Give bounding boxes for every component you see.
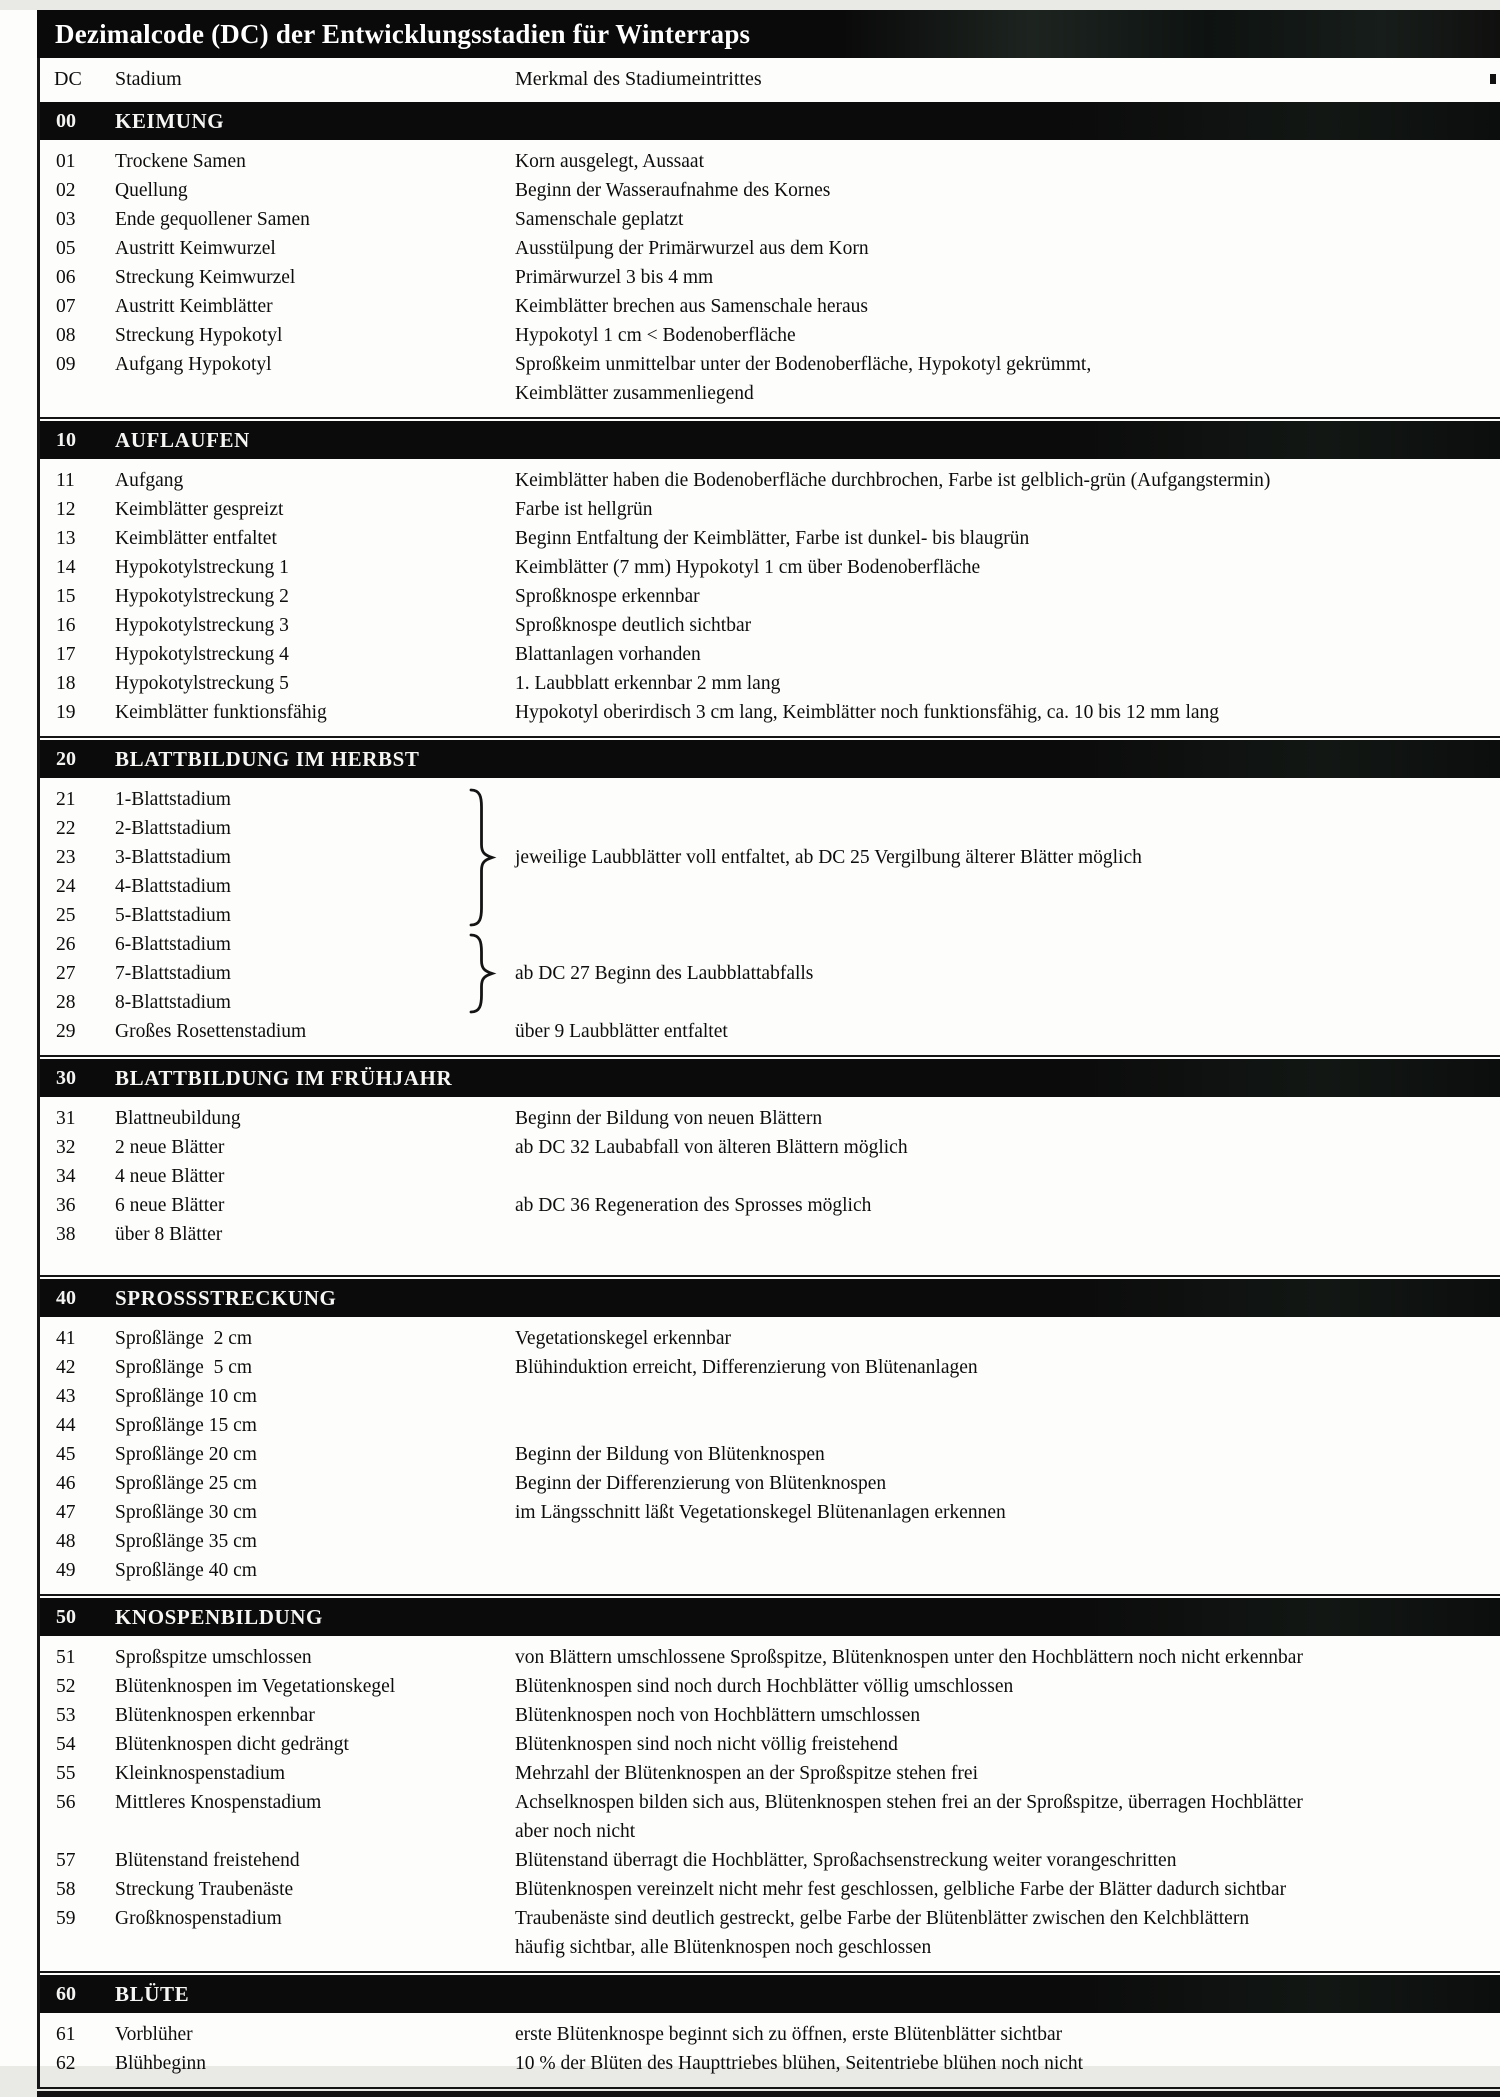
scanned-document-page (0, 10, 1500, 2074)
row-stadium: 4-Blattstadium (115, 876, 231, 897)
row-dc: 28 (56, 992, 76, 1013)
row-stadium: 4 neue Blätter (115, 1166, 225, 1187)
row-dc: 56 (56, 1792, 76, 1813)
row-merkmal (515, 1440, 1500, 1469)
merkmal-line: Beginn der Bildung von neuen Blättern (515, 1108, 823, 1129)
merkmal-line: Sproßknospe deutlich sichtbar (515, 615, 752, 636)
row-merkmal (515, 147, 1500, 176)
row-merkmal (515, 1469, 1500, 1498)
row-merkmal (515, 1191, 1500, 1220)
row-stadium: Blattneubildung (115, 1108, 241, 1129)
table-body (40, 102, 1500, 2089)
table-row (40, 1904, 1500, 1962)
section-header-60 (40, 1975, 1500, 2013)
merkmal-line: Keimblätter (7 mm) Hypokotyl 1 cm über Bodenoberfläche (515, 557, 981, 578)
merkmal-line: ab DC 36 Regeneration des Sprosses möglich (515, 1195, 872, 1216)
row-stadium: Blütenstand freistehend (115, 1850, 300, 1871)
row-merkmal (515, 495, 1500, 524)
merkmal-line: erste Blütenknospe beginnt sich zu öffnen, erste Blütenblätter sichtbar (515, 2024, 1063, 2045)
row-merkmal (515, 205, 1500, 234)
table-row (40, 263, 1500, 292)
table-row (40, 640, 1500, 669)
row-dc: 18 (56, 673, 76, 694)
row-stadium: Sproßlänge 30 cm (115, 1502, 257, 1523)
section-code: 60 (56, 1982, 76, 2005)
table-row (40, 901, 1500, 930)
row-merkmal (515, 1324, 1500, 1353)
row-stadium: über 8 Blätter (115, 1224, 223, 1245)
row-stadium: 2-Blattstadium (115, 818, 231, 839)
row-merkmal (515, 1759, 1500, 1788)
group-merkmal: ab DC 27 Beginn des Laubblattabfalls (515, 963, 814, 984)
row-dc: 53 (56, 1705, 76, 1726)
merkmal-line: Mehrzahl der Blütenknospen an der Sproßspitze stehen frei (515, 1763, 978, 1784)
row-dc: 47 (56, 1502, 76, 1523)
merkmal-line: Hypokotyl 1 cm < Bodenoberfläche (515, 325, 796, 346)
merkmal-line: 10 % der Blüten des Haupttriebes blühen, Seitentriebe blühen noch nicht (515, 2053, 1084, 2074)
section-header-00 (40, 102, 1500, 140)
row-dc: 48 (56, 1531, 76, 1552)
table-row (40, 814, 1500, 843)
column-header-stadium: Stadium (115, 67, 182, 90)
section-title: KNOSPENBILDUNG (115, 1604, 323, 1629)
merkmal-line: Keimblätter zusammenliegend (515, 383, 754, 404)
table-row (40, 582, 1500, 611)
row-merkmal (515, 350, 1500, 408)
column-header-dc: DC (54, 67, 82, 90)
section-title: SPROSSSTRECKUNG (115, 1285, 337, 1310)
row-merkmal (515, 263, 1500, 292)
table-row (40, 321, 1500, 350)
row-dc: 11 (56, 470, 75, 491)
table-row (40, 176, 1500, 205)
merkmal-line: Primärwurzel 3 bis 4 mm (515, 267, 714, 288)
row-dc: 52 (56, 1676, 76, 1697)
merkmal-line: Achselknospen bilden sich aus, Blütenknospen stehen frei an der Sproßspitze, überragen Hochblätter (515, 1792, 1303, 1813)
row-stadium: Sproßlänge 2 cm (115, 1328, 253, 1349)
row-stadium: Hypokotylstreckung 5 (115, 673, 289, 694)
row-dc: 46 (56, 1473, 76, 1494)
row-stadium: Hypokotylstreckung 2 (115, 586, 289, 607)
row-dc: 43 (56, 1386, 76, 1407)
row-merkmal (515, 1788, 1500, 1846)
row-stadium: Großknospenstadium (115, 1908, 282, 1929)
table-row (40, 350, 1500, 408)
merkmal-line: Blattanlagen vorhanden (515, 644, 701, 665)
merkmal-line: Blütenknospen sind noch nicht völlig freistehend (515, 1734, 898, 1755)
section-rows-30 (40, 1097, 1500, 1277)
row-stadium: Keimblätter entfaltet (115, 528, 277, 549)
table-row (40, 1556, 1500, 1585)
merkmal-line: Hypokotyl oberirdisch 3 cm lang, Keimblätter noch funktionsfähig, ca. 10 bis 12 mm lang (515, 702, 1220, 723)
table-row (40, 785, 1500, 814)
scan-edge-mark (1490, 74, 1496, 84)
table-row (40, 1017, 1500, 1046)
table-row (40, 930, 1500, 959)
section-rows-40 (40, 1317, 1500, 1596)
row-dc: 44 (56, 1415, 76, 1436)
row-stadium: Blütenknospen erkennbar (115, 1705, 315, 1726)
table-row (40, 1527, 1500, 1556)
row-stadium: 5-Blattstadium (115, 905, 231, 926)
row-dc: 05 (56, 238, 76, 259)
table-row (40, 1759, 1500, 1788)
table-row (40, 2049, 1500, 2078)
row-merkmal (515, 234, 1500, 263)
table-row (40, 1382, 1500, 1411)
row-merkmal (515, 1701, 1500, 1730)
row-dc: 13 (56, 528, 76, 549)
row-stadium: Sproßlänge 25 cm (115, 1473, 257, 1494)
merkmal-line: Farbe ist hellgrün (515, 499, 653, 520)
table-row (40, 1672, 1500, 1701)
row-dc: 23 (56, 847, 76, 868)
row-merkmal (515, 292, 1500, 321)
section-title: KEIMUNG (115, 108, 225, 133)
row-stadium: Aufgang (115, 470, 184, 491)
column-header-merkmal: Merkmal des Stadiumeintrittes (515, 67, 762, 90)
table-row (40, 669, 1500, 698)
row-dc: 59 (56, 1908, 76, 1929)
row-stadium: Streckung Hypokotyl (115, 325, 283, 346)
row-dc: 22 (56, 818, 76, 839)
row-dc: 12 (56, 499, 76, 520)
table-row (40, 1191, 1500, 1220)
row-stadium: Sproßlänge 20 cm (115, 1444, 257, 1465)
section-code: 20 (56, 747, 76, 770)
row-dc: 03 (56, 209, 76, 230)
merkmal-line: Sproßknospe erkennbar (515, 586, 700, 607)
row-merkmal (515, 1104, 1500, 1133)
brace-icon (467, 933, 497, 1019)
merkmal-line: häufig sichtbar, alle Blütenknospen noch geschlossen (515, 1937, 932, 1958)
section-rows-00 (40, 140, 1500, 419)
row-stadium: Sproßlänge 15 cm (115, 1415, 257, 1436)
row-stadium: Hypokotylstreckung 4 (115, 644, 289, 665)
table-row (40, 1324, 1500, 1353)
row-merkmal (515, 524, 1500, 553)
row-stadium: Blütenknospen im Vegetationskegel (115, 1676, 396, 1697)
row-dc: 14 (56, 557, 76, 578)
merkmal-line: Beginn der Bildung von Blütenknospen (515, 1444, 825, 1465)
merkmal-line: 1. Laubblatt erkennbar 2 mm lang (515, 673, 781, 694)
row-merkmal (515, 1353, 1500, 1382)
row-dc: 26 (56, 934, 76, 955)
merkmal-line: Samenschale geplatzt (515, 209, 684, 230)
row-merkmal (515, 2049, 1500, 2078)
section-header-10 (40, 421, 1500, 459)
table-row (40, 234, 1500, 263)
row-stadium: Blühbeginn (115, 2053, 206, 2074)
table-row (40, 1701, 1500, 1730)
table-row (40, 1846, 1500, 1875)
table-row (40, 1411, 1500, 1440)
row-stadium: Mittleres Knospenstadium (115, 1792, 322, 1813)
row-dc: 29 (56, 1021, 76, 1042)
table-row (40, 1353, 1500, 1382)
row-stadium: Kleinknospenstadium (115, 1763, 286, 1784)
row-dc: 08 (56, 325, 76, 346)
row-dc: 38 (56, 1224, 76, 1245)
row-stadium: Sproßlänge 10 cm (115, 1386, 257, 1407)
row-dc: 41 (56, 1328, 76, 1349)
table-header-row (40, 58, 1500, 100)
row-dc: 49 (56, 1560, 76, 1581)
row-dc: 31 (56, 1108, 76, 1129)
row-dc: 58 (56, 1879, 76, 1900)
row-dc: 01 (56, 151, 76, 172)
row-stadium: Vorblüher (115, 2024, 193, 2045)
row-dc: 55 (56, 1763, 76, 1784)
merkmal-line: aber noch nicht (515, 1821, 636, 1842)
table-row (40, 292, 1500, 321)
row-merkmal (515, 2020, 1500, 2049)
row-dc: 16 (56, 615, 76, 636)
merkmal-line: Ausstülpung der Primärwurzel aus dem Korn (515, 238, 869, 259)
row-dc: 21 (56, 789, 76, 810)
merkmal-line: Blütenknospen sind noch durch Hochblätter völlig umschlossen (515, 1676, 1014, 1697)
row-stadium: Hypokotylstreckung 1 (115, 557, 289, 578)
section-header-40 (40, 1279, 1500, 1317)
merkmal-line: Blütenknospen noch von Hochblättern umschlossen (515, 1705, 921, 1726)
section-code: 50 (56, 1605, 76, 1628)
row-stadium: Sproßspitze umschlossen (115, 1647, 312, 1668)
row-merkmal (515, 1846, 1500, 1875)
merkmal-line: Blühinduktion erreicht, Differenzierung von Blütenanlagen (515, 1357, 978, 1378)
row-dc: 45 (56, 1444, 76, 1465)
row-merkmal (515, 1133, 1500, 1162)
table-row (40, 553, 1500, 582)
row-dc: 06 (56, 267, 76, 288)
development-stages-table (37, 58, 1500, 2089)
table-row (40, 1875, 1500, 1904)
merkmal-line: Keimblätter brechen aus Samenschale heraus (515, 296, 869, 317)
row-stadium: Sproßlänge 35 cm (115, 1531, 257, 1552)
row-dc: 15 (56, 586, 76, 607)
table-row (40, 495, 1500, 524)
row-merkmal (515, 1730, 1500, 1759)
section-header-20 (40, 740, 1500, 778)
row-stadium: Ende gequollener Samen (115, 209, 310, 230)
row-merkmal (515, 669, 1500, 698)
table-row (40, 1469, 1500, 1498)
merkmal-line: von Blättern umschlossene Sproßspitze, Blütenknospen unter den Hochblättern noch nicht erkennbar (515, 1647, 1303, 1668)
section-code: 10 (56, 428, 76, 451)
merkmal-line: über 9 Laubblätter entfaltet (515, 1021, 728, 1042)
row-merkmal (515, 640, 1500, 669)
merkmal-line: Korn ausgelegt, Aussaat (515, 151, 705, 172)
row-merkmal (515, 1643, 1500, 1672)
table-row (40, 1643, 1500, 1672)
table-row (40, 1104, 1500, 1133)
row-dc: 54 (56, 1734, 76, 1755)
row-stadium: Austritt Keimblätter (115, 296, 273, 317)
row-merkmal (515, 611, 1500, 640)
group-merkmal: jeweilige Laubblätter voll entfaltet, ab DC 25 Vergilbung älterer Blätter möglich (515, 847, 1142, 868)
row-dc: 62 (56, 2053, 76, 2074)
section-rows-20 (40, 778, 1500, 1057)
row-dc: 32 (56, 1137, 76, 1158)
row-merkmal (515, 582, 1500, 611)
row-stadium: 3-Blattstadium (115, 847, 231, 868)
merkmal-line: ab DC 32 Laubabfall von älteren Blättern möglich (515, 1137, 908, 1158)
row-dc: 36 (56, 1195, 76, 1216)
row-merkmal (515, 1672, 1500, 1701)
brace-icon (467, 788, 497, 932)
row-stadium: 8-Blattstadium (115, 992, 231, 1013)
row-stadium: 6-Blattstadium (115, 934, 231, 955)
row-dc: 42 (56, 1357, 76, 1378)
table-row (40, 466, 1500, 495)
table-row (40, 1133, 1500, 1162)
row-merkmal (515, 321, 1500, 350)
row-stadium: Keimblätter gespreizt (115, 499, 284, 520)
row-stadium: Großes Rosettenstadium (115, 1021, 307, 1042)
row-stadium: Streckung Traubenäste (115, 1879, 294, 1900)
row-merkmal (515, 1904, 1500, 1962)
row-merkmal (515, 1875, 1500, 1904)
bottom-rule (37, 2091, 1500, 2097)
section-title: BLATTBILDUNG IM HERBST (115, 746, 420, 771)
table-row (40, 2020, 1500, 2049)
table-row (40, 524, 1500, 553)
row-stadium: Austritt Keimwurzel (115, 238, 276, 259)
row-merkmal (515, 553, 1500, 582)
row-stadium: 1-Blattstadium (115, 789, 231, 810)
row-merkmal (515, 466, 1500, 495)
row-stadium: 7-Blattstadium (115, 963, 231, 984)
row-dc: 51 (56, 1647, 76, 1668)
row-dc: 24 (56, 876, 76, 897)
row-dc: 19 (56, 702, 76, 723)
row-dc: 34 (56, 1166, 76, 1187)
merkmal-line: Sproßkeim unmittelbar unter der Bodenoberfläche, Hypokotyl gekrümmt, (515, 354, 1092, 375)
row-dc: 07 (56, 296, 76, 317)
table-row (40, 698, 1500, 727)
table-row (40, 988, 1500, 1017)
row-stadium: 2 neue Blätter (115, 1137, 225, 1158)
row-dc: 27 (56, 963, 76, 984)
table-row (40, 205, 1500, 234)
row-dc: 25 (56, 905, 76, 926)
row-stadium: Keimblätter funktionsfähig (115, 702, 327, 723)
table-row (40, 611, 1500, 640)
merkmal-line: Blütenstand überragt die Hochblätter, Sproßachsenstreckung weiter vorangeschritten (515, 1850, 1177, 1871)
table-row (40, 1440, 1500, 1469)
row-dc: 61 (56, 2024, 76, 2045)
merkmal-line: Vegetationskegel erkennbar (515, 1328, 732, 1349)
table-row (40, 147, 1500, 176)
merkmal-line: Blütenknospen vereinzelt nicht mehr fest geschlossen, gelbliche Farbe der Blätter dadurch sichtbar (515, 1879, 1287, 1900)
row-stadium: Blütenknospen dicht gedrängt (115, 1734, 349, 1755)
merkmal-line: Beginn der Wasseraufnahme des Kornes (515, 180, 831, 201)
section-rows-50 (40, 1636, 1500, 1973)
section-rows-10 (40, 459, 1500, 738)
row-stadium: Sproßlänge 40 cm (115, 1560, 257, 1581)
section-title: BLÜTE (115, 1981, 190, 2006)
row-merkmal (515, 1498, 1500, 1527)
table-row (40, 1788, 1500, 1846)
row-merkmal (515, 176, 1500, 205)
table-row (40, 872, 1500, 901)
section-title: AUFLAUFEN (115, 427, 250, 452)
table-row (40, 1498, 1500, 1527)
section-code: 30 (56, 1066, 76, 1089)
merkmal-line: im Längsschnitt läßt Vegetationskegel Blütenanlagen erkennen (515, 1502, 1006, 1523)
row-dc: 02 (56, 180, 76, 201)
table-row (40, 1730, 1500, 1759)
table-row (40, 1162, 1500, 1191)
section-title: BLATTBILDUNG IM FRÜHJAHR (115, 1065, 453, 1090)
row-stadium: 6 neue Blätter (115, 1195, 225, 1216)
section-rows-60 (40, 2013, 1500, 2089)
row-dc: 09 (56, 354, 76, 375)
page-title: Dezimalcode (DC) der Entwicklungsstadien für Winterraps (55, 18, 751, 49)
merkmal-line: Keimblätter haben die Bodenoberfläche durchbrochen, Farbe ist gelblich-grün (Aufgangstermin) (515, 470, 1271, 491)
merkmal-line: Beginn der Differenzierung von Blütenknospen (515, 1473, 887, 1494)
row-stadium: Hypokotylstreckung 3 (115, 615, 289, 636)
row-merkmal (515, 698, 1500, 727)
row-dc: 57 (56, 1850, 76, 1871)
section-header-30 (40, 1059, 1500, 1097)
merkmal-line: Traubenäste sind deutlich gestreckt, gelbe Farbe der Blütenblätter zwischen den Kelchblättern (515, 1908, 1250, 1929)
section-code: 40 (56, 1286, 76, 1309)
section-code: 00 (56, 109, 76, 132)
row-stadium: Aufgang Hypokotyl (115, 354, 272, 375)
row-stadium: Quellung (115, 180, 188, 201)
row-stadium: Trockene Samen (115, 151, 246, 172)
document-title-bar (37, 10, 1500, 58)
row-merkmal (515, 1017, 1500, 1046)
table-row (40, 1220, 1500, 1249)
section-header-50 (40, 1598, 1500, 1636)
row-dc: 17 (56, 644, 76, 665)
row-stadium: Streckung Keimwurzel (115, 267, 296, 288)
merkmal-line: Beginn Entfaltung der Keimblätter, Farbe ist dunkel- bis blaugrün (515, 528, 1030, 549)
row-stadium: Sproßlänge 5 cm (115, 1357, 253, 1378)
